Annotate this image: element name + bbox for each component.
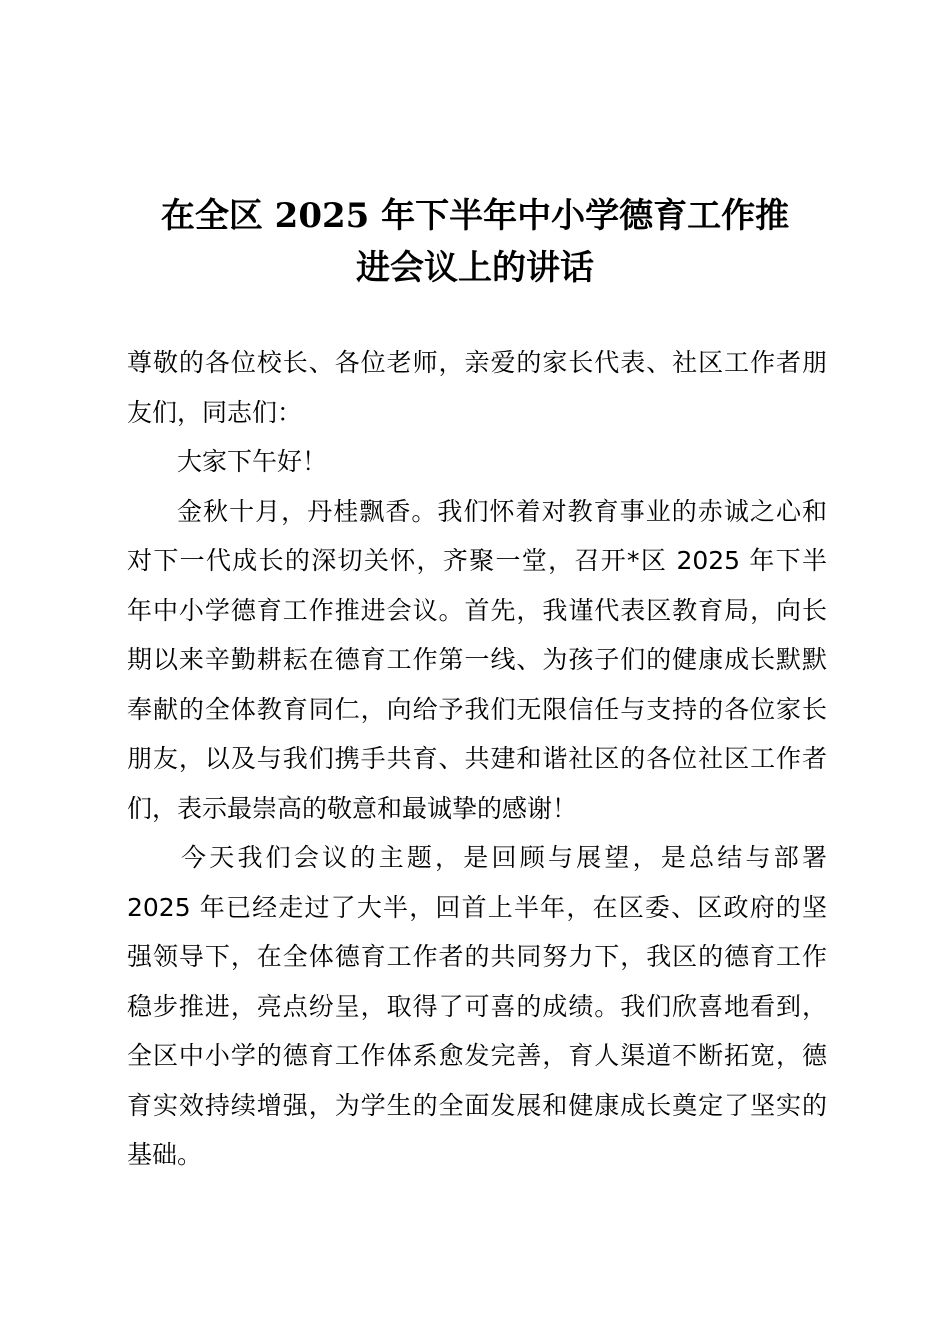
speech-title — [120, 190, 830, 294]
paragraph-line: 育实效持续增强，为学生的全面发展和健康成长奠定了坚实的 — [127, 1090, 827, 1120]
paragraph-line: 2025 年已经走过了大半，回首上半年，在区委、区政府的坚 — [127, 892, 827, 922]
paragraph-line: 对下一代成长的深切关怀，齐聚一堂，召开*区 2025 年下半 — [127, 546, 827, 575]
paragraph-line: 期以来辛勤耕耘在德育工作第一线、为孩子们的健康成长默默 — [127, 645, 827, 674]
title-line: 进会议上的讲话 — [356, 248, 594, 288]
greeting-line: 大家下午好！ — [177, 447, 328, 476]
paragraph-line: 今天我们会议的主题，是回顾与展望，是总结与部署 — [181, 843, 827, 872]
paragraph-line: 强领导下，在全体德育工作者的共同努力下，我区的德育工作 — [127, 942, 827, 971]
paragraph-opening — [127, 487, 827, 834]
title-line: 在全区 2025 年下半年中小学德育工作推 — [160, 196, 790, 236]
paragraph-line: 稳步推进，亮点纷呈，取得了可喜的成绩。我们欣喜地看到， — [127, 991, 827, 1021]
paragraph-line: 奉献的全体教育同仁，向给予我们无限信任与支持的各位家长 — [127, 694, 827, 724]
paragraph-line: 金秋十月，丹桂飘香。我们怀着对教育事业的赤诚之心和 — [177, 496, 827, 526]
paragraph-line: 基础。 — [127, 1140, 203, 1169]
salutation-line: 友们，同志们： — [127, 397, 303, 427]
paragraph-theme — [127, 833, 827, 1180]
salutation — [127, 338, 827, 437]
greeting — [127, 437, 827, 487]
speech-body — [127, 338, 827, 1180]
paragraph-line: 朋友，以及与我们携手共育、共建和谐社区的各位社区工作者 — [127, 744, 827, 773]
paragraph-line: 年中小学德育工作推进会议。首先，我谨代表区教育局，向长 — [127, 595, 827, 625]
paragraph-line: 们，表示最崇高的敬意和最诚挚的感谢！ — [127, 793, 578, 823]
salutation-line: 尊敬的各位校长、各位老师，亲爱的家长代表、社区工作者朋 — [127, 348, 827, 377]
paragraph-line: 全区中小学的德育工作体系愈发完善，育人渠道不断拓宽，德 — [127, 1041, 827, 1070]
